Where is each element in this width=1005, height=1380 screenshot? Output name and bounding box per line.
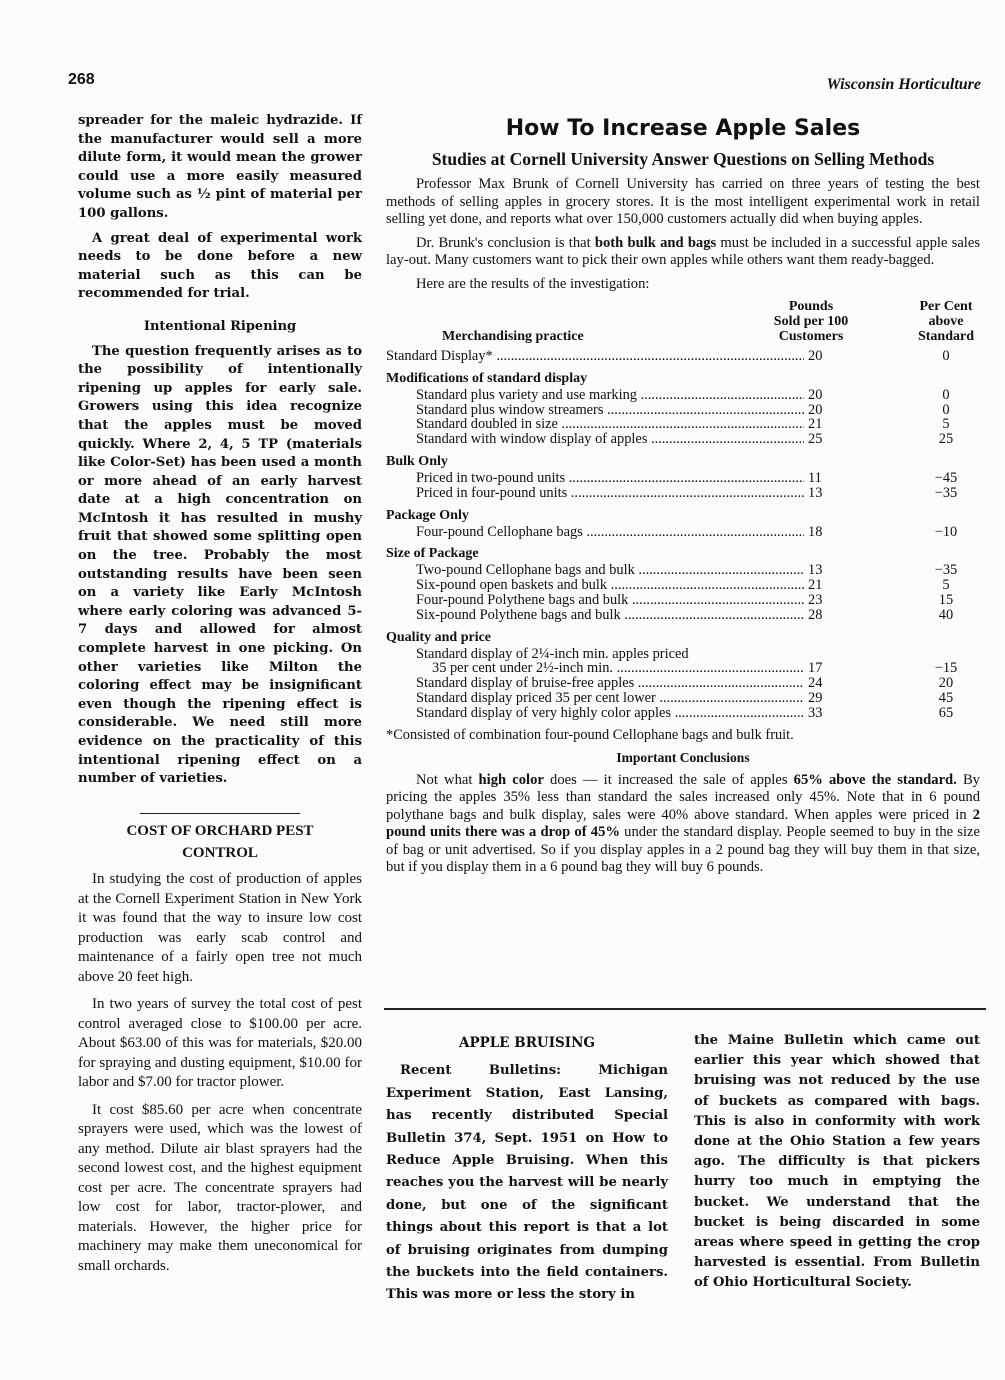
table-group-title: Package Only bbox=[386, 507, 469, 523]
col-header-pounds bbox=[756, 299, 866, 344]
table-row bbox=[386, 593, 980, 608]
table-row bbox=[386, 388, 980, 403]
row-percent: 5 bbox=[942, 416, 950, 433]
pest-control-article bbox=[78, 820, 362, 1284]
pest-heading-line-2: CONTROL bbox=[182, 845, 258, 861]
text-span: Dr. Brunk's conclusion is that bbox=[416, 234, 595, 251]
col-header-practice: Merchandising practice bbox=[442, 329, 584, 344]
header-line: Pounds bbox=[788, 299, 834, 314]
horizontal-rule bbox=[384, 1008, 986, 1010]
bruising-paragraph-2: the Maine Bulletin which came out earlier this year which showed that bruising was not reduced by the use of buckets as compared with bags. This is also in conformity with work done at the Ohio Station a few years ago. The difficulty is that pickers hurry too much in emptying the bucket. We understand that the bucket is being discarded in some areas where speed in getting the crop harvested is essential. From Bulletin of Ohio Horticultural Society. bbox=[694, 1033, 980, 1291]
left-column bbox=[78, 112, 362, 840]
header-line: Standard bbox=[917, 329, 975, 344]
row-label: Standard plus window streamers ..... bbox=[416, 403, 804, 418]
table-row bbox=[386, 403, 980, 418]
table-row bbox=[386, 676, 980, 691]
conclusions-heading: Important Conclusions bbox=[616, 749, 750, 765]
row-percent: 15 bbox=[938, 591, 954, 608]
row-pounds: 21 bbox=[808, 577, 823, 594]
table-footnote: *Consisted of combination four-pound Cellophane bags and bulk fruit. bbox=[386, 726, 794, 743]
row-percent: 0 bbox=[942, 401, 950, 418]
row-label: Standard doubled in size ..... bbox=[416, 417, 804, 432]
row-pounds: 23 bbox=[808, 591, 823, 608]
row-label: Standard display of very highly color apples ..... bbox=[416, 706, 804, 721]
row-percent: 5 bbox=[942, 577, 950, 594]
row-label: Four-pound Cellophane bags ..... bbox=[416, 525, 804, 540]
emphasis: both bulk and bags bbox=[594, 234, 717, 251]
row-percent: −35 bbox=[934, 562, 958, 579]
table-row bbox=[386, 608, 980, 623]
table-row bbox=[386, 706, 980, 721]
pest-heading-line-1: COST OF ORCHARD PEST bbox=[126, 823, 314, 839]
row-pounds: 20 bbox=[808, 386, 823, 403]
header-line: Per Cent bbox=[919, 299, 973, 314]
row-percent: −35 bbox=[934, 484, 958, 501]
row-label: Six-pound open baskets and bulk ..... bbox=[416, 578, 804, 593]
table-row bbox=[386, 349, 980, 364]
table-header bbox=[386, 299, 980, 349]
table-row bbox=[386, 661, 980, 676]
row-percent: 20 bbox=[938, 675, 954, 692]
table-row bbox=[386, 563, 980, 578]
row-percent: 40 bbox=[938, 606, 954, 623]
conclusions-paragraph bbox=[386, 772, 980, 877]
table-groups bbox=[386, 371, 980, 721]
col-header-percent bbox=[906, 299, 986, 344]
row-label: 35 per cent under 2½-inch min. ..... bbox=[432, 661, 804, 676]
pest-paragraph-2: In two years of survey the total cost of pest control averaged close to $100.00 per acre. About $63.00 of this was for materials, $20.00 for spraying and dusting equipment, $10.00 for labor and $7.00 for tractor plower. bbox=[78, 996, 362, 1090]
header-line: above bbox=[928, 314, 964, 329]
row-pounds: 13 bbox=[808, 484, 823, 501]
row-label: Priced in two-pound units ..... bbox=[416, 471, 804, 486]
text-span: does — it increased the sale of apples bbox=[543, 771, 794, 788]
row-percent: −45 bbox=[934, 469, 958, 486]
apple-sales-article bbox=[386, 116, 980, 883]
header-line: Sold per 100 bbox=[773, 314, 849, 329]
left-paragraph-3: The question frequently arises as to the possibility of intentionally ripening up apples for early sale. Growers using this idea recognize that the apples must be moved quickly. Where 2, 4, 5 TP (materials like Color-Set) has been used a month or more ahead of an early harvest date at a high concentration on McIntosh it has resulted in mushy fruit that showed some splitting open on the tree. Probably the most outstanding results have been seen on a variety like Early McIntosh where early coloring was advanced 5-7 days and allowed for almost complete harvest in one picking. On other varieties like Milton the coloring effect may be insignificant even though the ripening effect is considerable. We need still more evidence on the practicality of this intentional ripening effect on a number of varieties. bbox=[78, 343, 362, 787]
row-label: Four-pound Polythene bags and bulk ..... bbox=[416, 593, 804, 608]
row-pounds: 17 bbox=[808, 660, 823, 677]
row-percent: −10 bbox=[934, 523, 958, 540]
row-label: Priced in four-pound units ..... bbox=[416, 486, 804, 501]
journal-title: Wisconsin Horticulture bbox=[826, 76, 981, 93]
text-span: must be included in a successful apple sales lay-out. Many customers want to pick their own apples while others want them ready-bagged. bbox=[386, 234, 981, 268]
emphasis: 2 pound units there was a drop of 45% bbox=[386, 806, 980, 841]
row-pounds: 21 bbox=[808, 416, 823, 433]
text-span: under the standard display. People seemed to buy in the size of bag or unit advertised. So if you display apples in a 2 pound bag they will buy them in that size, but if you display them in a 6 pound bag they will buy 6 pounds. bbox=[386, 824, 980, 876]
table-row bbox=[386, 417, 980, 432]
row-pounds: 20 bbox=[808, 348, 823, 364]
emphasis: high color bbox=[478, 771, 544, 788]
row-pounds: 29 bbox=[808, 689, 823, 706]
row-percent: 45 bbox=[938, 689, 954, 706]
row-pounds: 24 bbox=[808, 675, 823, 692]
table-row bbox=[386, 691, 980, 706]
page-number: 268 bbox=[68, 71, 95, 88]
pest-paragraph-1: In studying the cost of production of apples at the Cornell Experiment Station in New York it was found that the way to insure low cost production was early scab control and maintenance of a fairly open tree not much above 20 feet high. bbox=[78, 871, 362, 985]
emphasis: 65% above the standard. bbox=[793, 771, 957, 788]
row-label: Six-pound Polythene bags and bulk ..... bbox=[416, 608, 804, 623]
table-row bbox=[386, 486, 980, 501]
article-subtitle: Studies at Cornell University Answer Questions on Selling Methods bbox=[431, 149, 935, 169]
table-row bbox=[386, 471, 980, 486]
pest-paragraph-3: It cost $85.60 per acre when concentrate sprayers were used, which was the lowest of any method. Dilute air blast sprayers had the second lowest cost, and the highest equipment cost per acre. The concentrate sprayers had low cost for labor, tractor-plower, and materials. However, the higher price for machinery may make them uneconomical for small orchards. bbox=[78, 1101, 362, 1274]
table-group-title: Modifications of standard display bbox=[386, 370, 588, 386]
row-pounds: 25 bbox=[808, 431, 823, 448]
row-label: Standard plus variety and use marking ..... bbox=[416, 388, 804, 403]
row-label: Standard display priced 35 per cent lower ..... bbox=[416, 691, 804, 706]
row-label: Standard Display* ..... bbox=[386, 349, 804, 364]
article-paragraph-2 bbox=[386, 235, 980, 270]
row-label: Standard with window display of apples ..... bbox=[416, 432, 804, 447]
table-row bbox=[386, 578, 980, 593]
row-label: Standard display of 2¼-inch min. apples priced bbox=[416, 646, 689, 662]
article-paragraph-1: Professor Max Brunk of Cornell University has carried on three years of testing the best methods of selling apples in grocery stores. It is the most intelligent experimental work in retail selling yet done, and reports what over 150,000 customers actually did when buying apples. bbox=[386, 176, 980, 227]
row-pounds: 20 bbox=[808, 401, 823, 418]
row-pounds: 13 bbox=[808, 562, 823, 579]
left-paragraph-1: spreader for the maleic hydrazide. If the manufacturer would sell a more dilute form, it would mean the grower could use a more easily measured volume such as ½ pint of material per 100 gallons. bbox=[78, 113, 362, 221]
apple-bruising-column-1 bbox=[386, 1032, 668, 1307]
table-group-title: Quality and price bbox=[386, 629, 492, 645]
intentional-ripening-heading: Intentional Ripening bbox=[143, 318, 297, 334]
row-percent: 25 bbox=[938, 431, 954, 448]
table-row bbox=[386, 525, 980, 540]
header-line: Customers bbox=[778, 329, 844, 344]
table-group-title: Bulk Only bbox=[386, 453, 448, 469]
row-pounds: 28 bbox=[808, 606, 823, 623]
bruising-paragraph-1: Recent Bulletins: Michigan Experiment Station, East Lansing, has recently distributed Special Bulletin 374, Sept. 1951 on How to Reduce Apple Bruising. When this reaches you the harvest will be nearly done, but one of the significant things about this report is that a lot of bruising originates from dumping the buckets into the field containers. This was more or less the story in bbox=[386, 1063, 668, 1303]
article-title: How To Increase Apple Sales bbox=[505, 116, 861, 141]
row-pounds: 33 bbox=[808, 704, 823, 721]
apple-bruising-heading: APPLE BRUISING bbox=[459, 1035, 595, 1051]
table-row bbox=[386, 647, 980, 662]
text-span: Not what bbox=[416, 771, 479, 788]
row-label: Standard display of bruise-free apples ..... bbox=[416, 676, 804, 691]
article-paragraph-3: Here are the results of the investigation: bbox=[416, 275, 650, 292]
row-pounds: 11 bbox=[808, 469, 822, 486]
row-percent: −15 bbox=[934, 660, 958, 677]
table-group-title: Size of Package bbox=[386, 546, 479, 562]
row-percent: 0 bbox=[942, 386, 950, 403]
table-row bbox=[386, 432, 980, 447]
row-percent: 0 bbox=[942, 348, 950, 364]
left-paragraph-2: A great deal of experimental work needs to be done before a new material such as this can be recommended for trial. bbox=[78, 230, 362, 302]
row-label: Two-pound Cellophane bags and bulk ..... bbox=[416, 563, 804, 578]
apple-bruising-column-2 bbox=[694, 1031, 980, 1294]
section-divider bbox=[140, 813, 300, 814]
text-span: By pricing the apples 35% less than standard the sales increased only 45%. Note that in 6 pound polythane bags and bulk display, sales were 40% above standard. When apples were priced in bbox=[386, 771, 980, 823]
row-pounds: 18 bbox=[808, 523, 823, 540]
row-percent: 65 bbox=[938, 704, 954, 721]
